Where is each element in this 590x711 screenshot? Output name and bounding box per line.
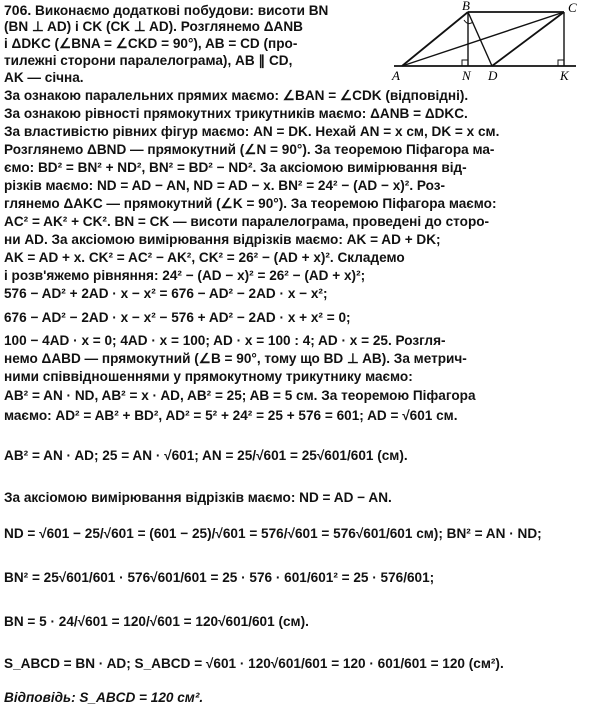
text-line-5: AK — січна. (4, 70, 84, 85)
text-line-13: AC² = AK² + CK². BN = CK — висоти паралелограма, проведені до сторо- (4, 214, 490, 229)
text-line-20: немо ΔABD — прямокутний (∠B = 90°, тому що BD ⊥ AB). За метрич- (4, 351, 467, 366)
text-line-26: ND = √601 − 25/√601 = (601 − 25)/√601 = 576/√601 = 576√601/601 см); BN² = AN · ND; (4, 526, 542, 541)
diagonal-bd (468, 12, 492, 66)
label-d: D (488, 68, 498, 83)
label-b: B (462, 0, 470, 13)
label-a: A (392, 68, 400, 83)
diagonal-ac (402, 12, 564, 66)
text-line-3: і ΔDKC (∠BNA = ∠CKD = 90°), AB = CD (про- (4, 36, 298, 51)
text-line-2: (BN ⊥ AD) і CK (CK ⊥ AD). Розглянемо ΔANB (4, 19, 303, 34)
text-line-14: ни AD. За аксіомою вимірювання відрізків маємо: AK = AD + DK; (4, 232, 441, 247)
text-line-18: 676 − AD² − 2AD · x − x² − 576 + AD² − 2AD · x + x² = 0; (4, 310, 351, 325)
text-line-6: За ознакою паралельних прямих маємо: ∠BAN = ∠CDK (відповідні). (4, 88, 469, 103)
text-line-12: глянемо ΔAKC — прямокутний (∠K = 90°). За теоремою Піфагора маємо: (4, 196, 497, 211)
text-line-19: 100 − 4AD · x = 0; 4AD · x = 100; AD · x = 100 : 4; AD · x = 25. Розгля- (4, 333, 446, 348)
text-line-9: Розглянемо ΔBND — прямокутний (∠N = 90°). За теоремою Піфагора ма- (4, 142, 495, 157)
text-line-15: AK = AD + x. CK² = AC² − AK², CK² = 26² − (AD + x)². Складемо (4, 250, 405, 265)
text-line-11: різків маємо: ND = AD − AN, ND = AD − x. BN² = 24² − (AD − x)². Роз- (4, 178, 446, 193)
parallelogram-figure (388, 0, 588, 86)
answer-line: Відповідь: S_ABCD = 120 см². (4, 690, 204, 705)
text-line-22: AB² = AN · ND, AB² = x · AD, AB² = 25; AB = 5 см. За теоремою Піфагора (4, 388, 476, 403)
text-line-27: BN² = 25√601/601 · 576√601/601 = 25 · 576 · 601/601² = 25 · 576/601; (4, 570, 435, 585)
text-line-1 (4, 2, 382, 19)
side-ab (402, 12, 468, 66)
label-n: N (462, 68, 471, 83)
side-cd (492, 12, 564, 66)
problem-number: 706. (4, 2, 32, 18)
text-line-24: AB² = AN · AD; 25 = AN · √601; AN = 25/√601 = 25√601/601 (см). (4, 448, 408, 463)
text-line-29: S_ABCD = BN · AD; S_ABCD = √601 · 120√601/601 = 120 · 601/601 = 120 (см²). (4, 656, 504, 671)
text-line-23: маємо: AD² = AB² + BD², AD² = 5² + 24² = 25 + 576 = 601; AD = √601 см. (4, 408, 458, 423)
text-line-28: BN = 5 · 24/√601 = 120/√601 = 120√601/601 (см). (4, 614, 309, 629)
label-c: C (568, 0, 577, 15)
text-line-17: 576 − AD² + 2AD · x − x² = 676 − AD² − 2AD · x − x²; (4, 286, 328, 301)
text-line-16: і розв'яжемо рівняння: 24² − (AD − x)² = 26² − (AD + x)²; (4, 268, 366, 283)
line-text: Виконаємо додаткові побудови: висоти BN (35, 3, 329, 18)
text-line-21: ними співвідношеннями у прямокутному трикутнику маємо: (4, 369, 413, 384)
text-line-8: За властивістю рівних фігур маємо: AN = DK. Нехай AN = x см, DK = x см. (4, 124, 500, 139)
label-k: K (560, 68, 569, 83)
text-line-10: ємо: BD² = BN² + ND², BN² = BD² − ND². За аксіомою вимірювання від- (4, 160, 467, 175)
text-line-25: За аксіомою вимірювання відрізків маємо: ND = AD − AN. (4, 490, 392, 505)
text-line-7: За ознакою рівності прямокутних трикутників маємо: ΔANB = ΔDKC. (4, 106, 468, 121)
text-line-4: тилежні сторони паралелограма), AB ∥ CD, (4, 53, 293, 68)
